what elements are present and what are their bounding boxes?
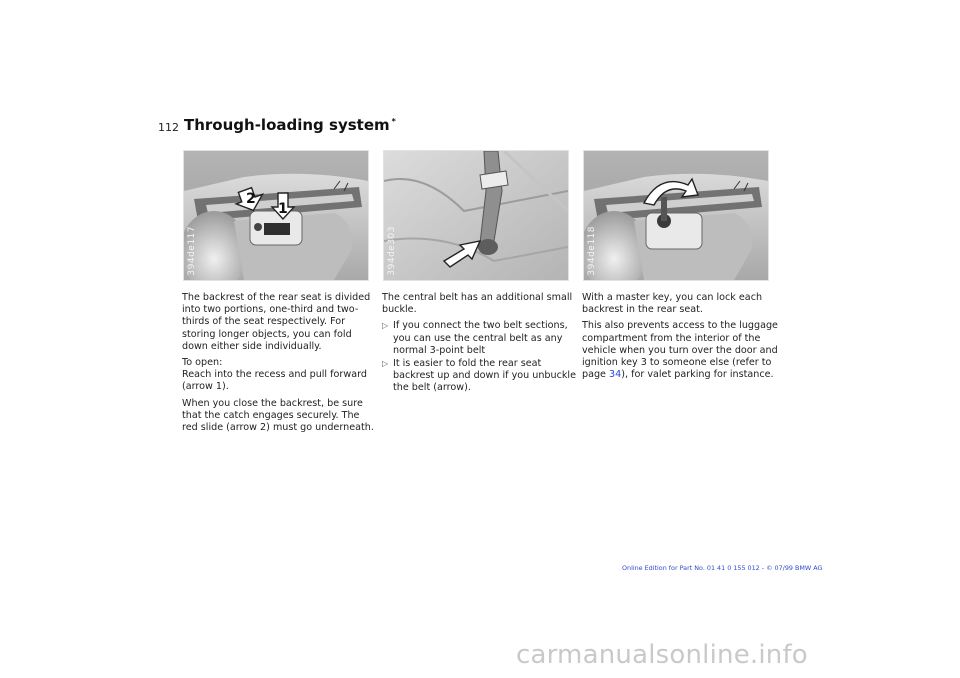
list-item-text: If you connect the two belt sections, you can use the central belt as any normal 3-point belt bbox=[393, 320, 568, 356]
list-item bbox=[382, 320, 578, 357]
optional-equipment-mark: * bbox=[391, 117, 396, 126]
paragraph-text: ), for valet parking for instance. bbox=[621, 369, 774, 381]
page-number: 112 bbox=[158, 121, 179, 134]
page-title bbox=[184, 116, 396, 134]
svg-text:2: 2 bbox=[246, 191, 256, 207]
subheading: To open: bbox=[182, 357, 223, 369]
paragraph bbox=[182, 357, 378, 394]
bullet-triangle-icon: ▷ bbox=[382, 359, 389, 369]
paragraph: With a master key, you can lock each backrest in the rear seat. bbox=[582, 292, 763, 316]
figure-code: 394de117 bbox=[187, 226, 197, 276]
column-3-text bbox=[582, 292, 778, 385]
bullet-triangle-icon: ▷ bbox=[382, 321, 389, 331]
list-item bbox=[382, 358, 578, 395]
svg-text:1: 1 bbox=[278, 201, 288, 217]
page-reference-link[interactable]: 34 bbox=[609, 369, 622, 381]
backrest-lock-key-illustration bbox=[584, 151, 768, 280]
figure-backrest-lock bbox=[583, 150, 769, 281]
figure-central-belt bbox=[383, 150, 569, 281]
figure-code: 394de118 bbox=[587, 226, 597, 276]
instruction: Reach into the recess and pull forward (arrow 1). bbox=[182, 369, 367, 393]
paragraph-text: This also prevents access to the luggage compartment from the interior of the vehicle when you turn over the door and ignition key 3 to someone else (refer to page bbox=[582, 320, 778, 381]
list-item-text: It is easier to fold the rear seat backrest up and down if you unbuckle the belt (arrow). bbox=[393, 358, 576, 394]
figure-seat-catch bbox=[183, 150, 369, 281]
paragraph: When you close the backrest, be sure that the catch engages securely. The red slide (arrow 2) must go underneath. bbox=[182, 397, 374, 434]
rear-seat-catch-arrows-illustration bbox=[184, 151, 368, 280]
figure-code: 394de303 bbox=[387, 226, 397, 276]
column-2-text bbox=[382, 292, 578, 396]
paragraph bbox=[582, 320, 778, 381]
central-belt-buckle-illustration bbox=[384, 151, 568, 280]
paragraph: The central belt has an additional small buckle. bbox=[382, 292, 573, 316]
bullet-list bbox=[382, 320, 578, 394]
footer-edition-note: Online Edition for Part No. 01 41 0 155 012 - © 07/99 BMW AG bbox=[622, 564, 823, 572]
paragraph: The backrest of the rear seat is divided into two portions, one-third and two-thirds of the seat respectively. For storing longer objects, you can fold down either side individually. bbox=[182, 292, 371, 352]
column-1-text bbox=[182, 292, 378, 438]
page-title-text: Through-loading system bbox=[184, 116, 390, 134]
watermark: carmanualsonline.info bbox=[516, 640, 808, 670]
